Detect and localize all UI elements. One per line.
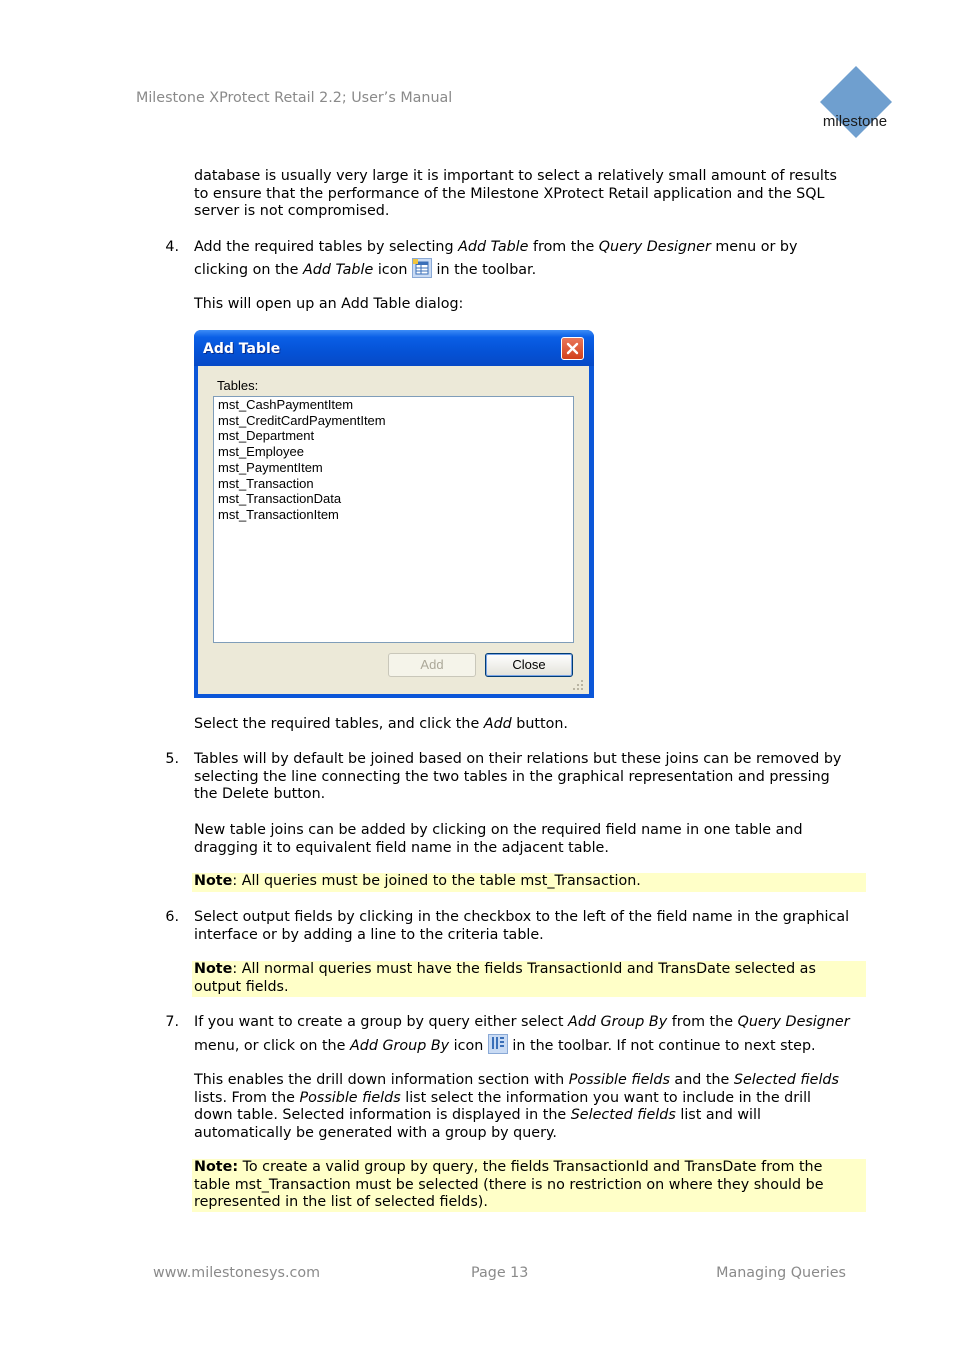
dialog-titlebar[interactable] bbox=[194, 330, 594, 366]
step-6-number: 6. bbox=[165, 909, 179, 925]
footer-page-number: Page 13 bbox=[471, 1265, 529, 1281]
step-6-paragraph: Select output fields by clicking in the checkbox to the left of the field name in the graphical interface or by adding a line to the criteria table. bbox=[194, 909, 850, 943]
dialog-client-area bbox=[198, 366, 589, 694]
step-7-line1: If you want to create a group by query either select Add Group By from the Query Designer bbox=[194, 1014, 850, 1030]
list-item[interactable]: mst_CashPaymentItem bbox=[218, 397, 354, 412]
note-group-by: Note: To create a valid group by query, the fields TransactionId and TransDate from the table mst_Transaction must be selected (there is no restriction on where they should be represented in the list of selected fields). bbox=[192, 1159, 866, 1212]
list-item[interactable]: mst_PaymentItem bbox=[218, 459, 323, 475]
step-4-number: 4. bbox=[165, 239, 179, 255]
footer-section: Managing Queries bbox=[716, 1265, 846, 1281]
footer-website: www.milestonesys.com bbox=[153, 1265, 321, 1281]
step-7-line2: menu, or click on the Add Group By icon in the toolbar. If not continue to next step. bbox=[194, 1034, 816, 1054]
dialog-close-icon[interactable] bbox=[561, 337, 584, 360]
list-item[interactable]: mst_Employee bbox=[218, 444, 304, 460]
add-table-dialog bbox=[194, 330, 594, 698]
step-4-line1: Add the required tables by selecting Add Table from the Query Designer menu or by bbox=[194, 239, 798, 255]
step-5-paragraph-2: New table joins can be added by clicking on the required field name in one table and dragging it to equivalent field name in the adjacent table. bbox=[194, 822, 803, 856]
note-output-fields: Note: All normal queries must have the fields TransactionId and TransDate selected as output fields. bbox=[192, 961, 866, 997]
tables-label: Tables: bbox=[217, 378, 259, 393]
list-item[interactable]: mst_TransactionItem bbox=[218, 506, 339, 522]
tables-listbox[interactable] bbox=[213, 396, 574, 643]
step-4-line2: clicking on the Add Table icon in the toolbar. bbox=[194, 258, 536, 278]
close-button[interactable]: Close bbox=[485, 653, 573, 677]
step-4-open-text: This will open up an Add Table dialog: bbox=[194, 296, 464, 312]
step-5-paragraph: Tables will by default be joined based on their relations but these joins can be removed by selecting the line connecting the two tables in the graphical representation and pressing the Delete button. bbox=[194, 751, 842, 803]
list-item[interactable]: mst_TransactionData bbox=[218, 491, 342, 507]
resize-grip-icon[interactable] bbox=[571, 678, 585, 696]
dialog-title: Add Table bbox=[203, 341, 281, 357]
step-7-paragraph-2: This enables the drill down information section with Possible fields and the Selected fields lists. From the Possible fields list select the information you want to include in the drill down table. Selected information is displayed in the Selected fields list and will automatically be generated with a group by query. bbox=[194, 1072, 839, 1141]
svg-text:milestone: milestone bbox=[822, 113, 888, 130]
add-group-by-icon bbox=[488, 1034, 508, 1054]
intro-paragraph: database is usually very large it is important to select a relatively small amount of results to ensure that the performance of the Milestone XProtect Retail application and the SQL server is not compromised. bbox=[194, 168, 837, 220]
header-title: Milestone XProtect Retail 2.2; User’s Manual bbox=[136, 90, 453, 106]
add-button[interactable]: Add bbox=[388, 653, 476, 677]
select-tables-text: Select the required tables, and click the Add button. bbox=[194, 716, 568, 732]
note-join-transaction: Note: All queries must be joined to the table mst_Transaction. bbox=[192, 873, 866, 892]
milestone-logo bbox=[815, 66, 895, 142]
step-7-number: 7. bbox=[165, 1014, 179, 1030]
list-item[interactable]: mst_Department bbox=[218, 428, 315, 444]
list-item[interactable]: mst_Transaction bbox=[218, 475, 314, 491]
list-item[interactable]: mst_CreditCardPaymentItem bbox=[218, 412, 386, 428]
add-table-icon bbox=[412, 258, 432, 278]
step-5-number: 5. bbox=[165, 751, 179, 767]
